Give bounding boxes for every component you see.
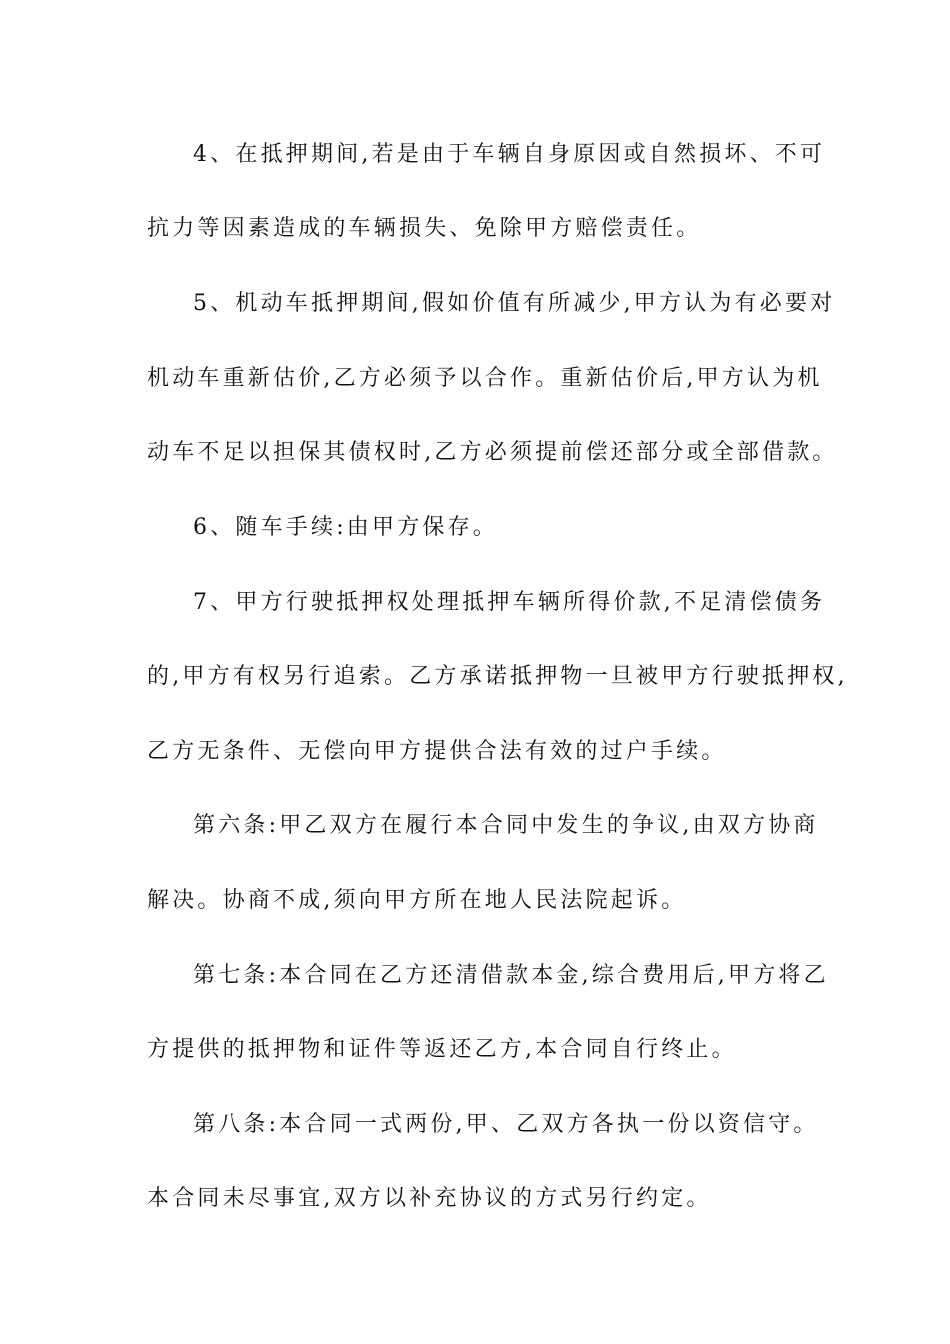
clause-6-line-1: 6、随车手续:由甲方保存。 — [193, 515, 499, 540]
clause-7-line-2: 的,甲方有权另行追索。乙方承诺抵押物一旦被甲方行驶抵押权, — [147, 664, 848, 689]
article-6-line-1: 第六条:甲乙双方在履行本合同中发生的争议,由双方协商 — [193, 813, 819, 838]
clause-5-line-3: 动车不足以担保其债权时,乙方必须提前偿还部分或全部借款。 — [147, 440, 838, 465]
article-7-line-2: 方提供的抵押物和证件等返还乙方,本合同自行终止。 — [147, 1037, 737, 1062]
article-8-line-1: 第八条:本合同一式两份,甲、乙双方各执一份以资信守。 — [193, 1112, 819, 1137]
article-8-line-2: 本合同未尽事宜,双方以补充协议的方式另行约定。 — [147, 1186, 712, 1211]
clause-4-line-1: 4、在抵押期间,若是由于车辆自身原因或自然损坏、不可 — [193, 142, 826, 167]
clause-7-line-3: 乙方无条件、无偿向甲方提供合法有效的过户手续。 — [147, 739, 727, 764]
clause-5-line-1: 5、机动车抵押期间,假如价值有所减少,甲方认为有必要对 — [193, 291, 836, 316]
clause-7-line-1: 7、甲方行驶抵押权处理抵押车辆所得价款,不足清偿债务 — [193, 590, 826, 615]
article-6-line-2: 解决。协商不成,须向甲方所在地人民法院起诉。 — [147, 888, 687, 913]
clause-4-line-2: 抗力等因素造成的车辆损失、免除甲方赔偿责任。 — [147, 216, 702, 241]
clause-5-line-2: 机动车重新估价,乙方必须予以合作。重新估价后,甲方认为机 — [147, 366, 823, 391]
article-7-line-1: 第七条:本合同在乙方还清借款本金,综合费用后,甲方将乙 — [193, 963, 829, 988]
